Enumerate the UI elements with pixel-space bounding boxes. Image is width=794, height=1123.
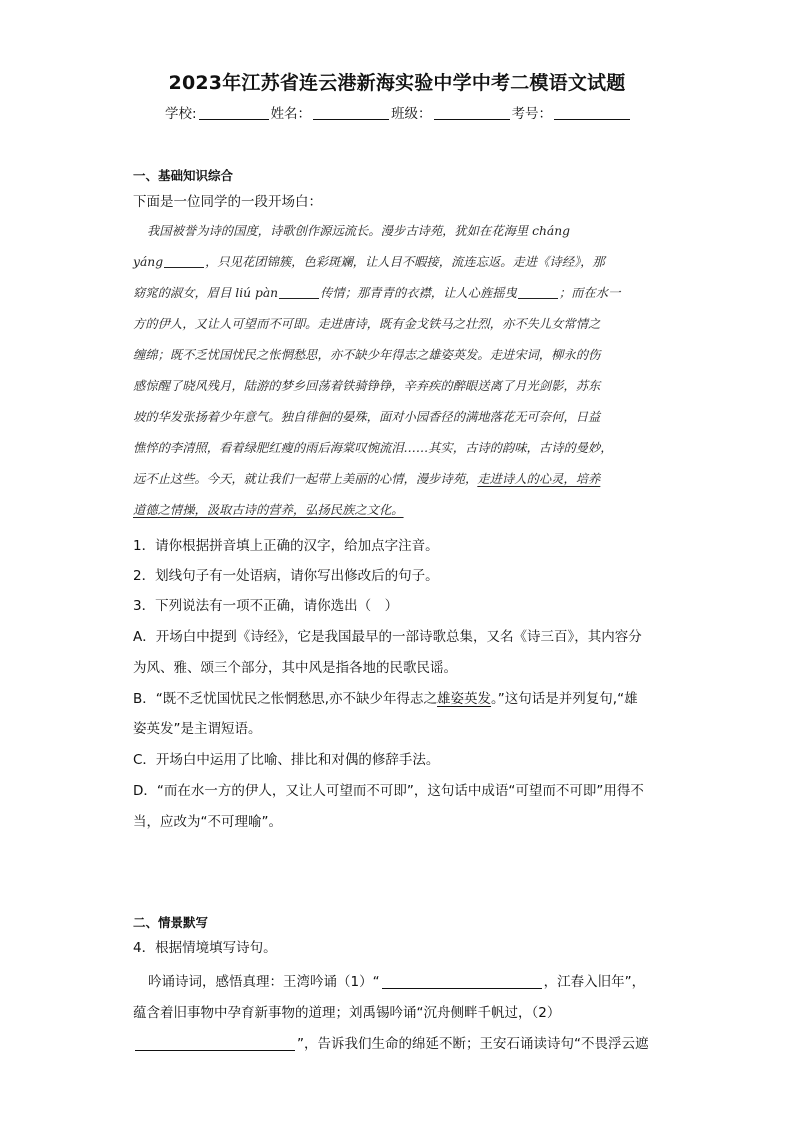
exam-no-field[interactable] (554, 105, 630, 120)
name-label: 姓名： (270, 106, 312, 122)
opening-passage (133, 223, 661, 523)
recitation-text: ”，告诉我们生命的绵延不断；王安石诵读诗句“不畏浮云遮 (297, 1036, 649, 1052)
exam-no-label: 考号： (511, 106, 553, 122)
passage-line (133, 471, 600, 487)
option-b-cont: 姿英发”是主谓短语。 (133, 721, 262, 737)
option-c[interactable]: C．开场白中运用了比喻、排比和对偶的修辞手法。 (133, 752, 440, 768)
passage-text: 窈窕的淑女，眉目 liú pàn (133, 286, 279, 300)
recitation-line (148, 973, 645, 991)
option-a-cont: 为风、雅、颂三个部分，其中风是指各地的民歌民谣。 (133, 660, 457, 676)
passage-line: 感惊醒了晓风残月，陆游的梦乡回荡着铁骑铮铮，辛弃疾的醉眼送离了月光剑影，苏东 (133, 379, 601, 393)
option-a[interactable]: A．开场白中提到《诗经》，它是我国最早的一部诗歌总集，又名《诗三百》，其内容分 (133, 629, 642, 645)
underlined-sentence: 走进诗人的心灵，培养 (477, 472, 601, 486)
passage-line (133, 254, 605, 270)
question-2: 2．划线句子有一处语病，请你写出修改后的句子。 (133, 568, 439, 584)
intro-text: 下面是一位同学的一段开场白： (133, 194, 322, 210)
passage-line: 我国被誉为诗的国度，诗歌创作源远流长。漫步古诗苑，犹如在花海里 cháng (147, 224, 571, 238)
underlined-phrase: 雄姿英发 (437, 691, 492, 707)
passage-text: 远不止这些。今天，就让我们一起带上美丽的心情，漫步诗苑， (133, 472, 478, 486)
answer-blank[interactable] (279, 286, 319, 299)
passage-text: ；而在水一 (558, 286, 621, 300)
school-field[interactable] (199, 105, 269, 120)
passage-text: ，只见花团锦簇，色彩斑斓，让人目不暇接，流连忘返。走进《诗经》，那 (205, 255, 605, 269)
option-b[interactable] (133, 690, 638, 708)
passage-line: 坡的华发张扬着少年意气。独自徘徊的晏殊，面对小园香径的满地落花无可奈何，日益 (133, 410, 601, 424)
answer-blank[interactable] (164, 255, 204, 268)
class-label: 班级： (391, 106, 432, 122)
underlined-sentence: 道德之情操，汲取古诗的营养，弘扬民族之文化。 (133, 503, 404, 517)
answer-blank-2[interactable] (135, 1036, 295, 1051)
option-b-text: B．“既不乏忧国忧民之怅惘愁思,亦不缺少年得志之 (133, 691, 438, 707)
page-title: 2023年江苏省连云港新海实验中学中考二模语文试题 (168, 72, 626, 94)
class-field[interactable] (434, 105, 510, 120)
option-b-text: 。”这句话是并列复句,“雄 (491, 691, 638, 707)
passage-line (133, 285, 620, 301)
recitation-line (133, 1035, 649, 1053)
student-info-row (165, 102, 632, 122)
option-d[interactable]: D．“而在水一方的伊人，又让人可望而不可即”，这句话中成语“可望而不可即”用得不 (133, 783, 644, 799)
section-heading-basic: 一、基础知识综合 (133, 168, 234, 183)
recitation-text: ，江春入旧年”， (543, 974, 646, 990)
passage-text: 传情；那青青的衣襟，让人心旌摇曳 (320, 286, 517, 300)
passage-line: 缠绵；既不乏忧国忧民之怅惘愁思，亦不缺少年得志之雄姿英发。走进宋词，柳永的伤 (133, 348, 601, 362)
passage-line: 方的伊人，又让人可望而不可即。走进唐诗，既有金戈铁马之壮烈，亦不失儿女常情之 (133, 317, 601, 331)
answer-blank-1[interactable] (382, 974, 542, 989)
pinyin-text: yáng (133, 255, 164, 269)
name-field[interactable] (313, 105, 389, 120)
section-heading-recitation: 二、情景默写 (133, 915, 209, 930)
question-1: 1．请你根据拼音填上正确的汉字，给加点字注音。 (133, 538, 439, 554)
passage-line: 憔悴的李清照，看着绿肥红瘦的雨后海棠叹惋流泪……其实，古诗的韵味，古诗的曼妙， (133, 441, 613, 455)
question-3: 3．下列说法有一项不正确，请你选出（ ） (133, 598, 399, 614)
option-d-cont: 当，应改为“不可理喻”。 (133, 814, 282, 830)
question-4: 4．根据情境填写诗句。 (133, 940, 277, 956)
recitation-text: 吟诵诗词，感悟真理：王湾吟诵（1）“ (148, 974, 380, 990)
school-label: 学校: (165, 106, 197, 122)
recitation-line: 蕴含着旧事物中孕育新事物的道理；刘禹锡吟诵“沉舟侧畔千帆过，（2） (133, 1005, 561, 1021)
answer-blank[interactable] (518, 286, 558, 299)
